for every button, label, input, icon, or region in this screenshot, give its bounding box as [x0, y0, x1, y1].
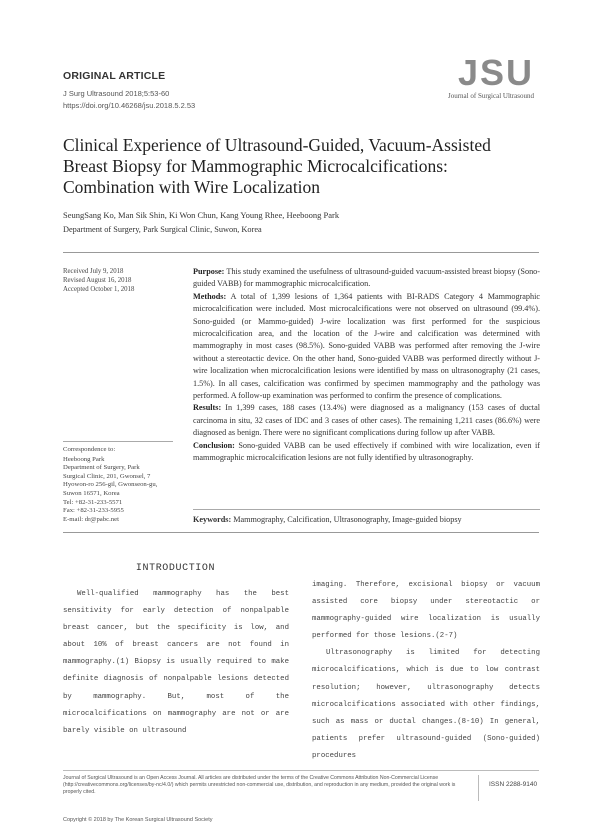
- correspondence-email[interactable]: E-mail: dr@pabc.net: [63, 515, 119, 523]
- abstract-conclusion: [193, 440, 540, 465]
- purpose-text: This study examined the usefulness of ultrasound-guided vacuum-assisted breast biopsy (Sono-guided VABB) for mammographic microcalcification.: [193, 267, 540, 289]
- divider: [63, 252, 539, 253]
- title-line-3: Combination with Wire Localization: [63, 177, 321, 197]
- conclusion-text: Sono-guided VABB can be used effectively if combined with wire localization, even if mammographic microcalcification lesions are not fully identified by ultrasonography.: [193, 440, 540, 463]
- journal-logo: [448, 52, 534, 100]
- correspondence-address-line: Hyowon-ro 256-gil, Gwonseon-gu,: [63, 481, 158, 489]
- abstract-results: [193, 402, 540, 439]
- methods-text: A total of 1,399 lesions of 1,364 patients with BI-RADS Category 4 Mammographic microcalcification were included. Most microcalcifications were not observed on ultrasound (99.4%). Sono-guided (or Mammo-guided) J-wire localization was first performed for the suspicious microcalcification area, and the location of the J-wire and calcification was determined with mammography in most cases (98.5%). Sono-guided VABB was performed after removing the J-wire without a stereotactic device. On the other hand, Sono-guided VABB was performed directly without J-wire localization when microcalcification lesions were identified by mass on ultrasonography (21 cases, 1.5%). In all cases, calcification was confirmed by specimen mammography and the pathology was performed. A follow-up examination was performed to confirm the presence of complications.: [193, 291, 540, 401]
- keywords-label: Keywords:: [193, 515, 232, 524]
- divider: [63, 441, 173, 442]
- divider: [193, 509, 540, 510]
- divider: [478, 775, 479, 801]
- section-heading-introduction: INTRODUCTION: [135, 563, 216, 574]
- methods-label: Methods:: [193, 291, 227, 301]
- authors: SeungSang Ko, Man Sik Shin, Ki Won Chun, Kang Young Rhee, Heeboong Park: [63, 210, 340, 220]
- divider: [63, 770, 539, 771]
- logo-mark: JSU: [457, 52, 534, 93]
- correspondence-address-line: Department of Surgery, Park: [63, 464, 140, 472]
- journal-citation: J Surg Ultrasound 2018;5:53-60: [63, 89, 170, 98]
- paragraph: imaging. Therefore, excisional biopsy or vacuum assisted core biopsy under stereotactic or mammography-guided wire localization is usually performed for those lesions.(2-7): [312, 581, 540, 641]
- title-line-2: Breast Biopsy for Mammographic Microcalcifications:: [63, 156, 448, 176]
- keywords: [193, 515, 540, 524]
- correspondence-name: Heeboong Park: [63, 455, 105, 463]
- abstract: [193, 266, 540, 465]
- conclusion-label: Conclusion:: [193, 440, 235, 450]
- citation: [63, 88, 195, 111]
- title-line-1: Clinical Experience of Ultrasound-Guided, Vacuum-Assisted: [63, 135, 491, 155]
- correspondence-tel: Tel: +82-31-233-5571: [63, 498, 123, 506]
- body-column-right: [312, 577, 540, 765]
- paragraph: Well-qualified mammography has the best sensitivity for early detection of nonpalpable breast cancer, but the specificity is low, and about 10% of breast cancers are not found in mammography.(1) Biopsy is usually required to make definite diagnosis of nonpalpable lesions detected by mammography. But, most of the microcalcifications on mammography are not or are barely visible on ultrasound: [63, 590, 289, 735]
- copyright: Copyright © 2018 by The Korean Surgical Ultrasound Society: [63, 817, 213, 823]
- correspondence-fax: Fax: +82-31-233-5955: [63, 507, 124, 515]
- results-text: In 1,399 cases, 188 cases (13.4%) were diagnosed as a malignancy (153 cases of ductal carcinoma in situ, 32 cases of IDC and 3 cases of other cases). The remaining 1,211 cases (86.6%) were diagnosed as benign. There were no significant complications during follow up after VABB.: [193, 403, 540, 438]
- abstract-purpose: [193, 266, 540, 291]
- received-date: Received July 9, 2018: [63, 268, 124, 275]
- correspondence-heading: Correspondence to:: [63, 446, 116, 453]
- purpose-label: Purpose:: [193, 267, 225, 276]
- results-label: Results:: [193, 403, 222, 413]
- revised-date: Revised August 16, 2018: [63, 277, 132, 284]
- divider: [63, 532, 539, 533]
- issn: ISSN 2288-9140: [489, 781, 538, 788]
- abstract-methods: [193, 291, 540, 403]
- article-type: ORIGINAL ARTICLE: [63, 70, 166, 82]
- article-dates: [63, 267, 134, 294]
- logo-subtitle: Journal of Surgical Ultrasound: [448, 92, 534, 100]
- affiliation: Department of Surgery, Park Surgical Clinic, Suwon, Korea: [63, 225, 262, 234]
- accepted-date: Accepted October 1, 2018: [63, 286, 135, 293]
- correspondence-address-line: Surgical Clinic, 201, Gwonsel, 7: [63, 472, 151, 480]
- correspondence: [63, 446, 173, 524]
- keywords-text: Mammography, Calcification, Ultrasonography, Image-guided biopsy: [231, 515, 462, 524]
- article-title: [63, 135, 543, 198]
- correspondence-address-line: Suwon 16571, Korea: [63, 489, 120, 497]
- license-notice: Journal of Surgical Ultrasound is an Open Access Journal. All articles are distributed under the terms of the Creative Commons Attribution Non-Commercial License (http://creativecommons.org/licenses/by-nc/4.0/) which permits unrestricted non-commercial use, distribution, and reproduction in any medium, provided the original work is properly cited.: [63, 775, 456, 796]
- paragraph: Ultrasonography is limited for detecting microcalcifications, which is due to low contrast resolution; however, ultrasonography detects microcalcifications associated with other findings, such as mass or ductal changes.(8-10) In general, patients prefer ultrasound-guided (Sono-guided) procedures: [312, 649, 540, 760]
- body-column-left: [63, 586, 289, 740]
- doi-link[interactable]: https://doi.org/10.46268/jsu.2018.5.2.53: [63, 100, 196, 110]
